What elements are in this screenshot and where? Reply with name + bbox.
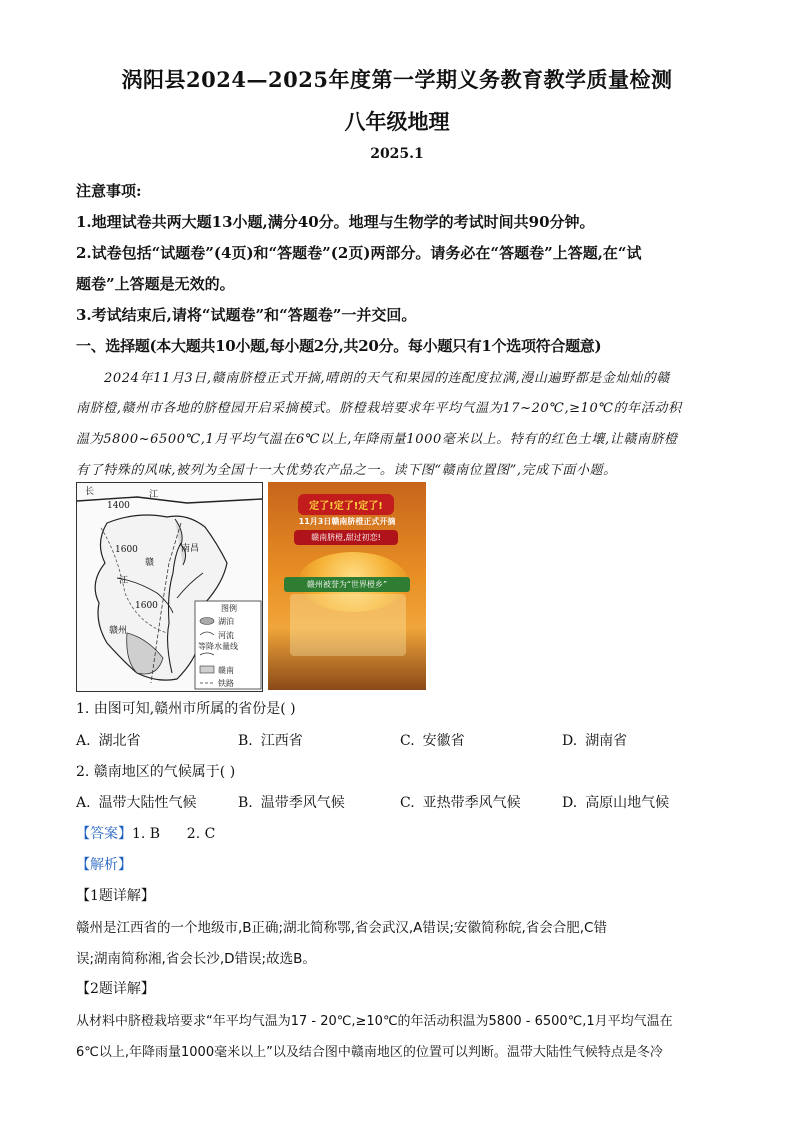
map-label: 江 (119, 576, 129, 586)
note-item: 题卷”上答题是无效的。 (76, 275, 235, 293)
map-label: 长 (85, 487, 95, 497)
map-label: 1600 (115, 545, 138, 555)
q2-detail-line: 6℃以上,年降雨量1000毫米以上”以及结合图中赣南地区的位置可以判断。温带大陆性气候特点是冬冷 (76, 1045, 663, 1060)
legend-item: 赣南 (218, 666, 234, 675)
legend-item: 等降水量线 (198, 642, 238, 651)
passage-line: 温为5800~6500℃,1月平均气温在6℃以上,年降雨量1000毫米以上。特有的红色土壤,让赣南脐橙 (76, 432, 678, 447)
q2-detail-line: 从材料中脐橙栽培要求“年平均气温为17 - 20℃,≥10℃的年活动积温为5800 - 6500℃,1月平均气温在 (76, 1014, 673, 1029)
option-c: C. 安徽省 (400, 733, 465, 749)
exam-subtitle: 八年级地理 (344, 109, 450, 134)
note-item: 1.地理试卷共两大题13小题,满分40分。地理与生物学的考试时间共90分钟。 (76, 213, 595, 231)
passage-line: 有了特殊的风味,被列为全国十一大优势农产品之一。读下图“赣南位置图”,完成下面小题。 (76, 463, 617, 478)
option-a: A. 湖北省 (76, 733, 141, 749)
map-label: 1400 (107, 501, 130, 511)
photo-tag: 赣南脐橙,甜过初恋! (294, 530, 398, 545)
q1-detail-line: 赣州是江西省的一个地级市,B正确;湖北简称鄂,省会武汉,A错误;安徽简称皖,省会合肥,C错 (76, 920, 607, 936)
note-item: 3.考试结束后,请将“试题卷”和“答题卷”一并交回。 (76, 306, 417, 324)
legend-item: 湖泊 (218, 617, 234, 626)
q1-detail-line: 误;湖南简称湘,省会长沙,D错误;故选B。 (76, 951, 316, 967)
option-a: A. 温带大陆性气候 (76, 795, 197, 811)
legend-title: 图例 (221, 604, 237, 613)
photo-text-box (290, 594, 406, 656)
answer-value: 1. B 2. C (132, 826, 216, 842)
map-label: 赣 (145, 558, 155, 568)
map-label: 南昌 (181, 544, 200, 554)
section-heading: 一、选择题(本大题共10小题,每小题2分,共20分。每小题只有1个选项符合题意) (76, 337, 602, 355)
map-drawing (77, 483, 262, 691)
legend-item: 河流 (218, 631, 234, 640)
option-c: C. 亚热带季风气候 (400, 795, 521, 811)
note-item: 2.试卷包括“试题卷”(4页)和“答题卷”(2页)两部分。请务必在“答题卷”上答题,在“试 (76, 244, 642, 262)
passage-line: 南脐橙,赣州市各地的脐橙园开启采摘模式。脐橙栽培要求年平均气温为17~20℃,≥10℃的年活动积 (76, 401, 682, 416)
option-d: D. 高原山地气候 (562, 795, 670, 811)
photo-caption: 赣州被誉为“世界橙乡” (284, 577, 410, 592)
ganan-location-map (76, 482, 263, 692)
exam-date: 2025.1 (370, 146, 424, 162)
analysis-label: 【解析】 (76, 857, 132, 873)
photo-banner: 定了!定了!定了! (298, 494, 394, 515)
map-label: 赣州 (109, 626, 128, 636)
photo-subtitle: 11月3日赣南脐橙正式开摘 (298, 517, 396, 526)
notes-heading: 注意事项: (76, 182, 142, 200)
map-label: 江 (149, 490, 159, 500)
answer-label: 【答案】 (76, 826, 132, 842)
answer-line (76, 823, 726, 843)
option-b: B. 江西省 (238, 733, 303, 749)
option-b: B. 温带季风气候 (238, 795, 345, 811)
navel-orange-photo (268, 482, 426, 690)
option-d: D. 湖南省 (562, 733, 628, 749)
question-stem: 1. 由图可知,赣州市所属的省份是( ) (76, 701, 296, 717)
legend-item: 铁路 (218, 679, 234, 688)
question-stem: 2. 赣南地区的气候属于( ) (76, 764, 236, 780)
map-label: 1600 (135, 601, 158, 611)
passage-line: 2024年11月3日,赣南脐橙正式开摘,晴朗的天气和果园的连配度拉满,漫山遍野都是金灿灿的赣 (104, 371, 670, 386)
q2-detail-label: 【2题详解】 (76, 981, 155, 997)
exam-title: 涡阳县2024—2025年度第一学期义务教育教学质量检测 (121, 67, 673, 92)
q1-detail-label: 【1题详解】 (76, 888, 155, 904)
